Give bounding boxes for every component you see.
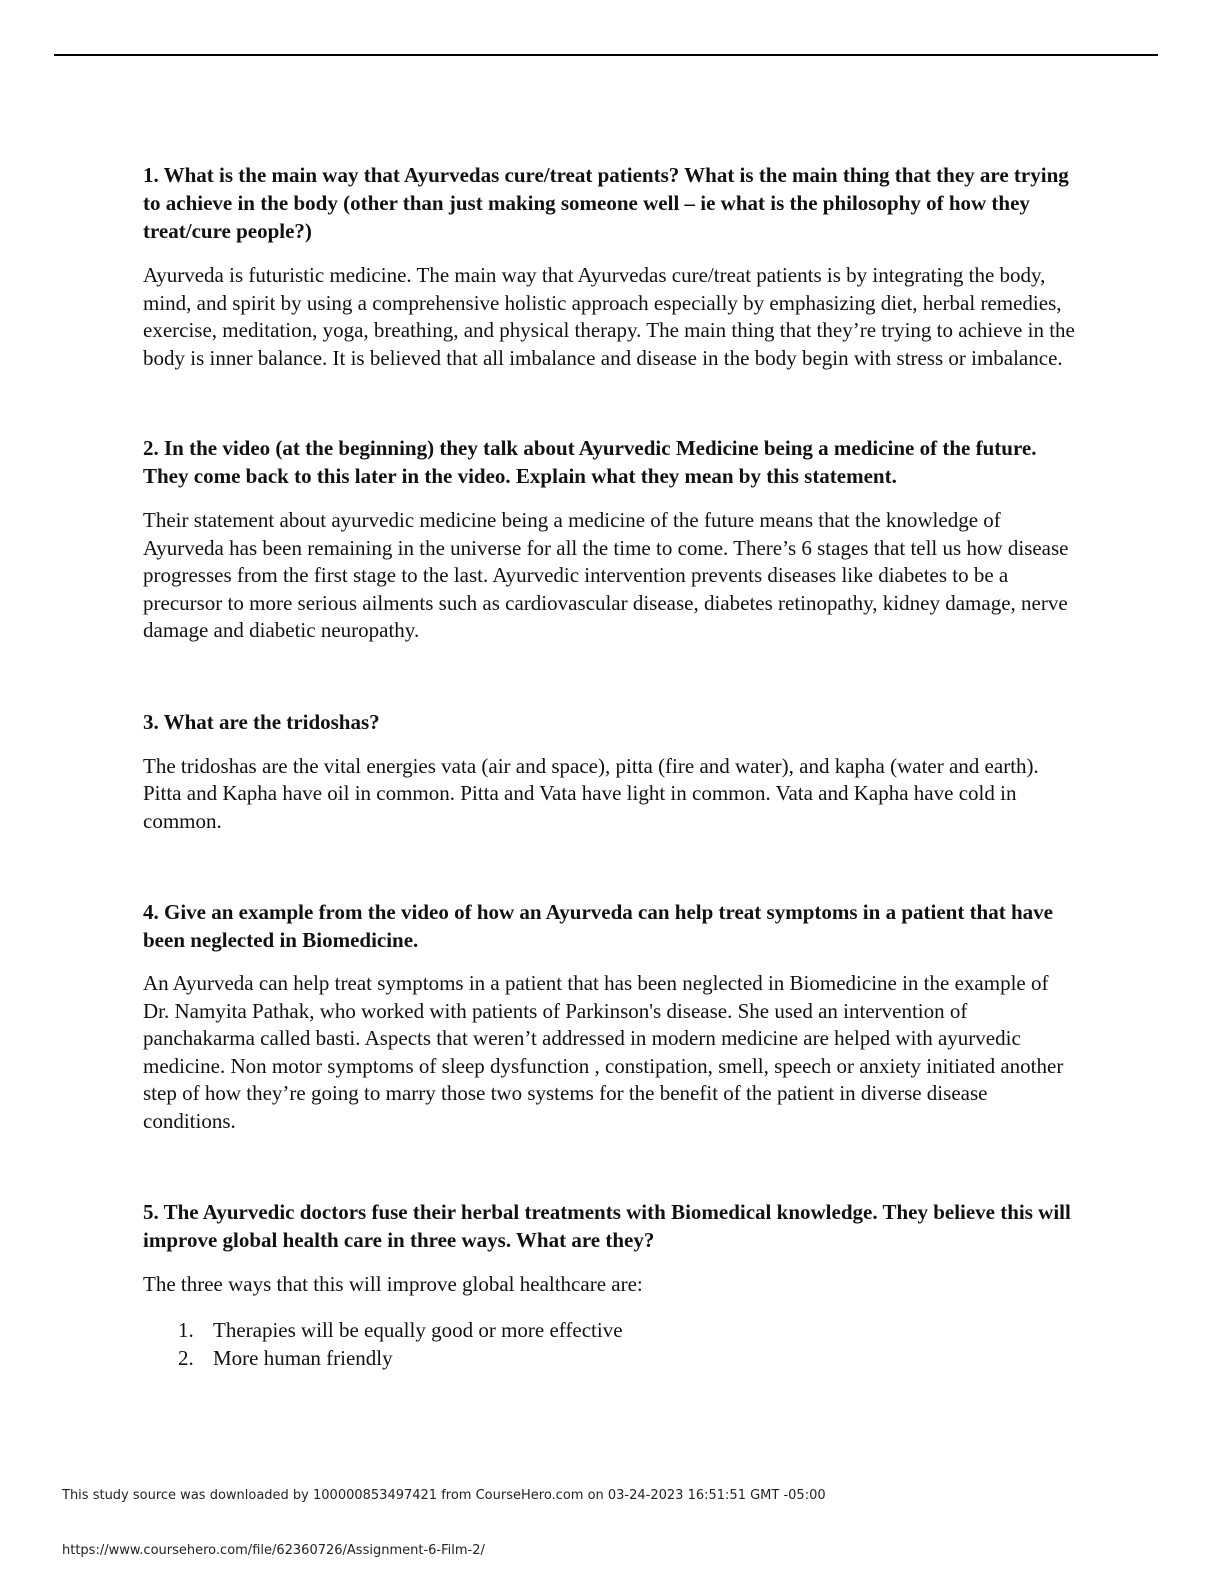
top-horizontal-rule (54, 54, 1158, 56)
source-url: https://www.coursehero.com/file/62360726/Assignment-6-Film-2/ (62, 1543, 485, 1558)
question-4: 4. Give an example from the video of how an Ayurveda can help treat symptoms in a patient that have been neglected in Biomedicine. (143, 900, 1053, 952)
answer-5: The three ways that this will improve global healthcare are: (143, 1272, 643, 1296)
document-body (143, 161, 1078, 1372)
question-3: 3. What are the tridoshas? (143, 709, 380, 734)
answer-2: Their statement about ayurvedic medicine being a medicine of the future means that the knowledge of Ayurveda has been remaining in the universe for all the time to come. There’s 6 stages that tell us how disease progresses from the first stage to the last. Ayurvedic intervention prevents diseases like diabetes to be a precursor to more serious ailments such as cardiovascular disease, diabetes retinopathy, kidney damage, nerve damage and diabetic neuropathy. (143, 508, 1069, 642)
list-item-number: 2. (178, 1345, 194, 1370)
question-section-2 (143, 434, 1078, 645)
answer-4: An Ayurveda can help treat symptoms in a patient that has been neglected in Biomedicine in the example of Dr. Namyita Pathak, who worked with patients of Parkinson's disease. She used an intervention of panchakarma called basti. Aspects that weren’t addressed in modern medicine are helped with ayurvedic medicine. Non motor symptoms of sleep dysfunction , constipation, smell, speech or anxiety initiated another step of how they’re going to marry those two systems for the benefit of the patient in diverse disease conditions. (143, 971, 1064, 1133)
question-2: 2. In the video (at the beginning) they talk about Ayurvedic Medicine being a medicine of the future. They come back to this later in the video. Explain what they mean by this statement. (143, 436, 1037, 488)
answer-3: The tridoshas are the vital energies vata (air and space), pitta (fire and water), and kapha (water and earth). Pitta and Kapha have oil in common. Pitta and Vata have light in common. Vata and Kapha have cold in common. (143, 753, 1039, 833)
question-section-5 (143, 1198, 1078, 1372)
answer-1: Ayurveda is futuristic medicine. The main way that Ayurvedas cure/treat patients is by integrating the body, mind, and spirit by using a comprehensive holistic approach especially by emphasizing diet, herbal remedies, exercise, meditation, yoga, breathing, and physical therapy. The main thing that they’re trying to achieve in the body is inner balance. It is believed that all imbalance and disease in the body begin with stress or imbalance. (143, 263, 1075, 370)
question-1: 1. What is the main way that Ayurvedas cure/treat patients? What is the main thing that they are trying to achieve in the body (other than just making someone well – ie what is the philosophy of how they treat/cure people?) (143, 163, 1069, 243)
download-source-notice: This study source was downloaded by 100000853497421 from CourseHero.com on 03-24-2023 16:51:51 GMT -05:00 (62, 1488, 826, 1503)
question-5: 5. The Ayurvedic doctors fuse their herbal treatments with Biomedical knowledge. They believe this will improve global health care in three ways. What are they? (143, 1200, 1071, 1252)
list-item (178, 1316, 1078, 1344)
list-item-text: More human friendly (213, 1345, 393, 1370)
list-item (178, 1344, 1078, 1372)
question-section-4 (143, 898, 1078, 1135)
question-section-3 (143, 708, 1078, 836)
ways-list (178, 1316, 1078, 1372)
list-item-number: 1. (178, 1317, 194, 1342)
question-section-1 (143, 161, 1078, 372)
list-item-text: Therapies will be equally good or more effective (213, 1317, 623, 1342)
